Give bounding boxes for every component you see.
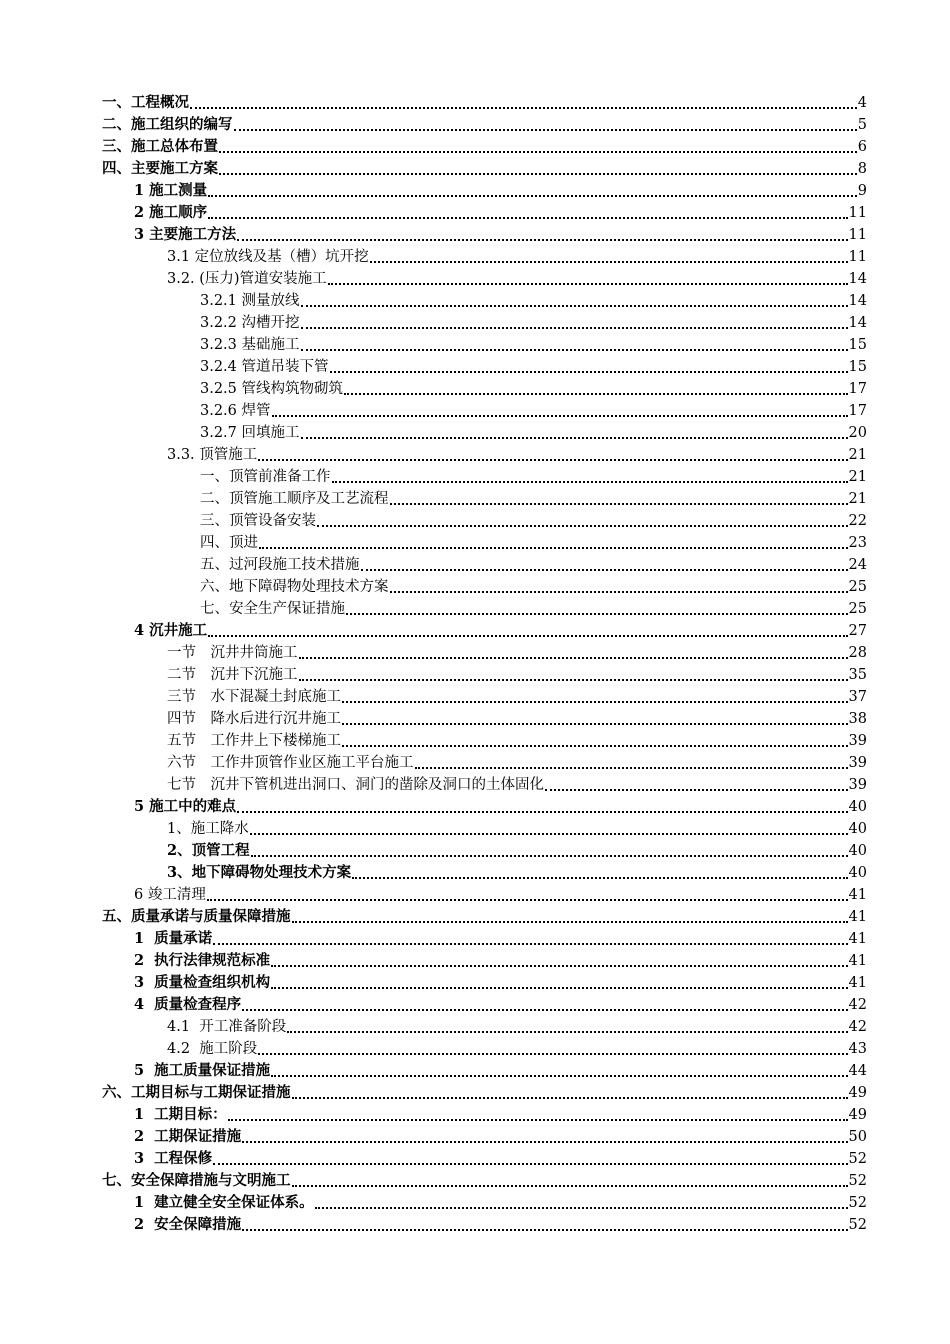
toc-entry-title: 2 工期保证措施 bbox=[134, 1128, 242, 1145]
toc-entry-title: 3.2.7 回填施工 bbox=[200, 425, 300, 441]
toc-entry[interactable] bbox=[0, 685, 950, 707]
toc-dot-leader bbox=[208, 195, 857, 197]
toc-entry-title: 2 施工顺序 bbox=[134, 204, 208, 221]
toc-entry-title: 二、顶管施工顺序及工艺流程 bbox=[200, 491, 389, 507]
toc-dot-leader bbox=[361, 569, 848, 571]
toc-entry-page-number: 17 bbox=[848, 381, 867, 397]
toc-dot-leader bbox=[258, 1053, 847, 1055]
toc-dot-leader bbox=[545, 789, 848, 791]
toc-entry-page-number: 27 bbox=[848, 623, 867, 639]
toc-dot-leader bbox=[242, 1229, 847, 1231]
toc-dot-leader bbox=[342, 723, 848, 725]
toc-entry[interactable] bbox=[0, 443, 950, 465]
toc-entry-page-number: 8 bbox=[857, 161, 867, 177]
toc-entry-title: 3.2.1 测量放线 bbox=[200, 293, 300, 309]
toc-entry-page-number: 49 bbox=[848, 1107, 867, 1123]
toc-entry[interactable] bbox=[0, 773, 950, 795]
toc-entry-title: 4.2 施工阶段 bbox=[167, 1041, 258, 1057]
toc-entry-page-number: 41 bbox=[848, 887, 867, 903]
toc-entry-title: 3.2.4 管道吊装下管 bbox=[200, 359, 329, 375]
toc-entry[interactable] bbox=[0, 751, 950, 773]
toc-dot-leader bbox=[271, 987, 847, 989]
toc-entry-page-number: 39 bbox=[848, 777, 867, 793]
toc-dot-leader bbox=[342, 701, 848, 703]
toc-entry-title: 六、地下障碍物处理技术方案 bbox=[200, 579, 389, 595]
toc-entry-title: 2、顶管工程 bbox=[167, 842, 250, 859]
toc-entry-title: 五、质量承诺与质量保障措施 bbox=[102, 908, 291, 925]
toc-entry[interactable] bbox=[0, 597, 950, 619]
toc-dot-leader bbox=[259, 547, 848, 549]
toc-dot-leader bbox=[352, 877, 847, 879]
toc-entry-page-number: 40 bbox=[848, 799, 867, 815]
toc-entry-page-number: 37 bbox=[848, 689, 867, 705]
toc-entry[interactable] bbox=[0, 1059, 950, 1081]
toc-entry-page-number: 14 bbox=[848, 315, 867, 331]
toc-entry[interactable] bbox=[0, 399, 950, 421]
toc-entry[interactable] bbox=[0, 465, 950, 487]
toc-entry-page-number: 41 bbox=[848, 909, 867, 925]
toc-entry-page-number: 20 bbox=[848, 425, 867, 441]
toc-entry-page-number: 21 bbox=[848, 469, 867, 485]
toc-entry-title: 3 主要施工方法 bbox=[134, 226, 237, 243]
toc-entry-page-number: 42 bbox=[848, 997, 867, 1013]
toc-entry-title: 七、安全保障措施与文明施工 bbox=[102, 1172, 291, 1189]
toc-entry-title: 四、顶进 bbox=[200, 535, 258, 551]
toc-entry-page-number: 50 bbox=[848, 1129, 867, 1145]
toc-dot-leader bbox=[390, 503, 848, 505]
toc-entry-title: 一节 沉井井筒施工 bbox=[167, 645, 298, 661]
toc-entry[interactable] bbox=[0, 311, 950, 333]
toc-dot-leader bbox=[415, 767, 848, 769]
table-of-contents bbox=[0, 91, 950, 1235]
toc-entry[interactable] bbox=[0, 509, 950, 531]
toc-entry-title: 6 竣工清理 bbox=[134, 887, 206, 903]
toc-dot-leader bbox=[258, 459, 847, 461]
toc-entry[interactable] bbox=[0, 267, 950, 289]
toc-entry-page-number: 4 bbox=[857, 95, 867, 111]
toc-entry-title: 1、施工降水 bbox=[167, 821, 249, 837]
toc-dot-leader bbox=[213, 1163, 847, 1165]
toc-entry-page-number: 42 bbox=[848, 1019, 867, 1035]
toc-entry[interactable] bbox=[0, 1147, 950, 1169]
toc-entry[interactable] bbox=[0, 91, 950, 113]
toc-entry-page-number: 35 bbox=[848, 667, 867, 683]
toc-entry-title: 五、过河段施工技术措施 bbox=[200, 557, 360, 573]
toc-entry[interactable] bbox=[0, 905, 950, 927]
toc-dot-leader bbox=[208, 217, 847, 219]
toc-entry-page-number: 25 bbox=[848, 601, 867, 617]
toc-entry-title: 二、施工组织的编写 bbox=[102, 116, 233, 133]
toc-dot-leader bbox=[271, 1075, 847, 1077]
toc-entry-page-number: 41 bbox=[848, 931, 867, 947]
toc-entry[interactable] bbox=[0, 707, 950, 729]
toc-entry-page-number: 44 bbox=[848, 1063, 867, 1079]
toc-dot-leader bbox=[219, 173, 857, 175]
toc-dot-leader bbox=[207, 899, 848, 901]
toc-entry[interactable] bbox=[0, 1081, 950, 1103]
toc-entry-title: 1 施工测量 bbox=[134, 182, 208, 199]
toc-dot-leader bbox=[346, 613, 848, 615]
toc-entry[interactable] bbox=[0, 663, 950, 685]
toc-entry[interactable] bbox=[0, 949, 950, 971]
toc-dot-leader bbox=[342, 745, 848, 747]
toc-entry-title: 二节 沉井下沉施工 bbox=[167, 667, 298, 683]
toc-entry-title: 1 质量承诺 bbox=[134, 930, 213, 947]
toc-entry[interactable] bbox=[0, 113, 950, 135]
toc-dot-leader bbox=[250, 833, 848, 835]
toc-entry[interactable] bbox=[0, 531, 950, 553]
toc-entry-page-number: 38 bbox=[848, 711, 867, 727]
toc-entry-title: 3.2.3 基础施工 bbox=[200, 337, 300, 353]
toc-dot-leader bbox=[190, 107, 857, 109]
toc-dot-leader bbox=[332, 481, 848, 483]
toc-dot-leader bbox=[292, 1097, 848, 1099]
toc-entry[interactable] bbox=[0, 861, 950, 883]
toc-dot-leader bbox=[208, 635, 847, 637]
toc-entry-page-number: 49 bbox=[848, 1085, 867, 1101]
toc-entry-title: 4 质量检查程序 bbox=[134, 996, 242, 1013]
toc-dot-leader bbox=[234, 129, 857, 131]
toc-dot-leader bbox=[301, 327, 848, 329]
toc-dot-leader bbox=[242, 1009, 847, 1011]
toc-dot-leader bbox=[370, 261, 848, 263]
toc-entry-page-number: 24 bbox=[848, 557, 867, 573]
toc-dot-leader bbox=[287, 1031, 847, 1033]
toc-entry-title: 3.2.2 沟槽开挖 bbox=[200, 315, 300, 331]
toc-dot-leader bbox=[242, 1141, 847, 1143]
toc-dot-leader bbox=[292, 1185, 848, 1187]
toc-entry[interactable] bbox=[0, 245, 950, 267]
toc-entry-title: 4.1 开工准备阶段 bbox=[167, 1019, 287, 1035]
toc-entry-title: 三、顶管设备安装 bbox=[200, 513, 316, 529]
toc-entry[interactable] bbox=[0, 1169, 950, 1191]
toc-entry-title: 3.2.6 焊管 bbox=[200, 403, 271, 419]
toc-entry-title: 4 沉井施工 bbox=[134, 622, 208, 639]
toc-entry[interactable] bbox=[0, 1191, 950, 1213]
toc-entry-title: 四节 降水后进行沉井施工 bbox=[167, 711, 341, 727]
toc-entry-page-number: 14 bbox=[848, 271, 867, 287]
toc-entry[interactable] bbox=[0, 1037, 950, 1059]
toc-entry-title: 五节 工作井上下楼梯施工 bbox=[167, 733, 341, 749]
toc-dot-leader bbox=[237, 239, 847, 241]
toc-entry-title: 七节 沉井下管机进出洞口、洞门的凿除及洞口的土体固化 bbox=[167, 777, 544, 793]
toc-dot-leader bbox=[301, 437, 848, 439]
toc-entry-page-number: 11 bbox=[848, 205, 867, 221]
toc-entry-page-number: 40 bbox=[848, 865, 867, 881]
toc-entry[interactable] bbox=[0, 421, 950, 443]
toc-entry-title: 3.3. 顶管施工 bbox=[167, 447, 258, 463]
toc-entry-title: 2 安全保障措施 bbox=[134, 1216, 242, 1233]
toc-entry-page-number: 5 bbox=[857, 117, 867, 133]
toc-dot-leader bbox=[328, 283, 848, 285]
toc-entry[interactable] bbox=[0, 641, 950, 663]
toc-entry-page-number: 41 bbox=[848, 975, 867, 991]
toc-entry[interactable] bbox=[0, 1103, 950, 1125]
toc-entry-page-number: 52 bbox=[848, 1195, 867, 1211]
toc-entry-page-number: 15 bbox=[848, 359, 867, 375]
toc-dot-leader bbox=[299, 657, 848, 659]
toc-entry[interactable] bbox=[0, 575, 950, 597]
toc-entry[interactable] bbox=[0, 839, 950, 861]
toc-entry-title: 3 工程保修 bbox=[134, 1150, 213, 1167]
toc-entry-page-number: 17 bbox=[848, 403, 867, 419]
toc-entry[interactable] bbox=[0, 135, 950, 157]
toc-dot-leader bbox=[228, 1119, 848, 1121]
toc-dot-leader bbox=[330, 371, 848, 373]
toc-entry[interactable] bbox=[0, 619, 950, 641]
toc-dot-leader bbox=[251, 855, 848, 857]
toc-entry[interactable] bbox=[0, 223, 950, 245]
toc-dot-leader bbox=[390, 591, 848, 593]
toc-entry[interactable] bbox=[0, 1015, 950, 1037]
toc-entry-title: 三节 水下混凝土封底施工 bbox=[167, 689, 341, 705]
toc-entry-page-number: 28 bbox=[848, 645, 867, 661]
toc-dot-leader bbox=[237, 811, 847, 813]
toc-entry-title: 1 建立健全安全保证体系。 bbox=[134, 1194, 314, 1211]
toc-entry-page-number: 23 bbox=[848, 535, 867, 551]
toc-entry[interactable] bbox=[0, 883, 950, 905]
toc-entry-page-number: 22 bbox=[848, 513, 867, 529]
toc-entry-title: 六节 工作井顶管作业区施工平台施工 bbox=[167, 755, 414, 771]
toc-entry[interactable] bbox=[0, 377, 950, 399]
toc-entry[interactable] bbox=[0, 993, 950, 1015]
toc-entry-page-number: 11 bbox=[848, 249, 867, 265]
toc-entry-page-number: 14 bbox=[848, 293, 867, 309]
toc-entry[interactable] bbox=[0, 1213, 950, 1235]
toc-entry-title: 3 质量检查组织机构 bbox=[134, 974, 271, 991]
toc-entry[interactable] bbox=[0, 157, 950, 179]
toc-dot-leader bbox=[344, 393, 848, 395]
toc-entry-page-number: 52 bbox=[848, 1173, 867, 1189]
toc-entry-title: 1 工期目标： bbox=[134, 1106, 227, 1123]
toc-entry-page-number: 39 bbox=[848, 755, 867, 771]
toc-entry[interactable] bbox=[0, 289, 950, 311]
toc-entry-page-number: 43 bbox=[848, 1041, 867, 1057]
toc-entry-page-number: 21 bbox=[848, 491, 867, 507]
toc-entry-page-number: 6 bbox=[857, 139, 867, 155]
toc-entry-title: 5 施工中的难点 bbox=[134, 798, 237, 815]
toc-dot-leader bbox=[272, 415, 848, 417]
toc-entry-title: 一、工程概况 bbox=[102, 94, 189, 111]
toc-entry[interactable] bbox=[0, 729, 950, 751]
toc-entry[interactable] bbox=[0, 487, 950, 509]
toc-dot-leader bbox=[213, 943, 847, 945]
toc-entry[interactable] bbox=[0, 1125, 950, 1147]
toc-dot-leader bbox=[219, 151, 857, 153]
toc-entry-page-number: 25 bbox=[848, 579, 867, 595]
toc-entry-title: 5 施工质量保证措施 bbox=[134, 1062, 271, 1079]
toc-entry-title: 3.1 定位放线及基（槽）坑开挖 bbox=[167, 249, 369, 265]
toc-entry[interactable] bbox=[0, 179, 950, 201]
toc-entry-title: 3.2. (压力)管道安装施工 bbox=[167, 271, 327, 287]
toc-entry-page-number: 11 bbox=[848, 227, 867, 243]
toc-entry-page-number: 39 bbox=[848, 733, 867, 749]
toc-entry-title: 七、安全生产保证措施 bbox=[200, 601, 345, 617]
toc-entry[interactable] bbox=[0, 333, 950, 355]
toc-entry-page-number: 40 bbox=[848, 821, 867, 837]
toc-dot-leader bbox=[299, 679, 848, 681]
toc-entry-title: 一、顶管前准备工作 bbox=[200, 469, 331, 485]
toc-dot-leader bbox=[317, 525, 848, 527]
toc-entry-page-number: 40 bbox=[848, 843, 867, 859]
toc-entry-title: 四、主要施工方案 bbox=[102, 160, 218, 177]
toc-entry[interactable] bbox=[0, 817, 950, 839]
toc-entry-page-number: 9 bbox=[857, 183, 867, 199]
toc-entry-page-number: 15 bbox=[848, 337, 867, 353]
toc-dot-leader bbox=[301, 349, 848, 351]
toc-dot-leader bbox=[301, 305, 848, 307]
toc-dot-leader bbox=[271, 965, 847, 967]
toc-entry[interactable] bbox=[0, 201, 950, 223]
toc-entry[interactable] bbox=[0, 553, 950, 575]
toc-entry-title: 六、工期目标与工期保证措施 bbox=[102, 1084, 291, 1101]
toc-entry-title: 3、地下障碍物处理技术方案 bbox=[167, 864, 352, 881]
toc-entry-page-number: 21 bbox=[848, 447, 867, 463]
toc-entry-page-number: 52 bbox=[848, 1217, 867, 1233]
toc-entry-page-number: 52 bbox=[848, 1151, 867, 1167]
toc-entry[interactable] bbox=[0, 795, 950, 817]
toc-entry[interactable] bbox=[0, 971, 950, 993]
toc-entry-title: 2 执行法律规范标准 bbox=[134, 952, 271, 969]
toc-entry-page-number: 41 bbox=[848, 953, 867, 969]
toc-entry-title: 三、施工总体布置 bbox=[102, 138, 218, 155]
toc-dot-leader bbox=[315, 1207, 848, 1209]
toc-dot-leader bbox=[292, 921, 848, 923]
toc-entry-title: 3.2.5 管线构筑物砌筑 bbox=[200, 381, 344, 397]
toc-entry[interactable] bbox=[0, 927, 950, 949]
toc-entry[interactable] bbox=[0, 355, 950, 377]
